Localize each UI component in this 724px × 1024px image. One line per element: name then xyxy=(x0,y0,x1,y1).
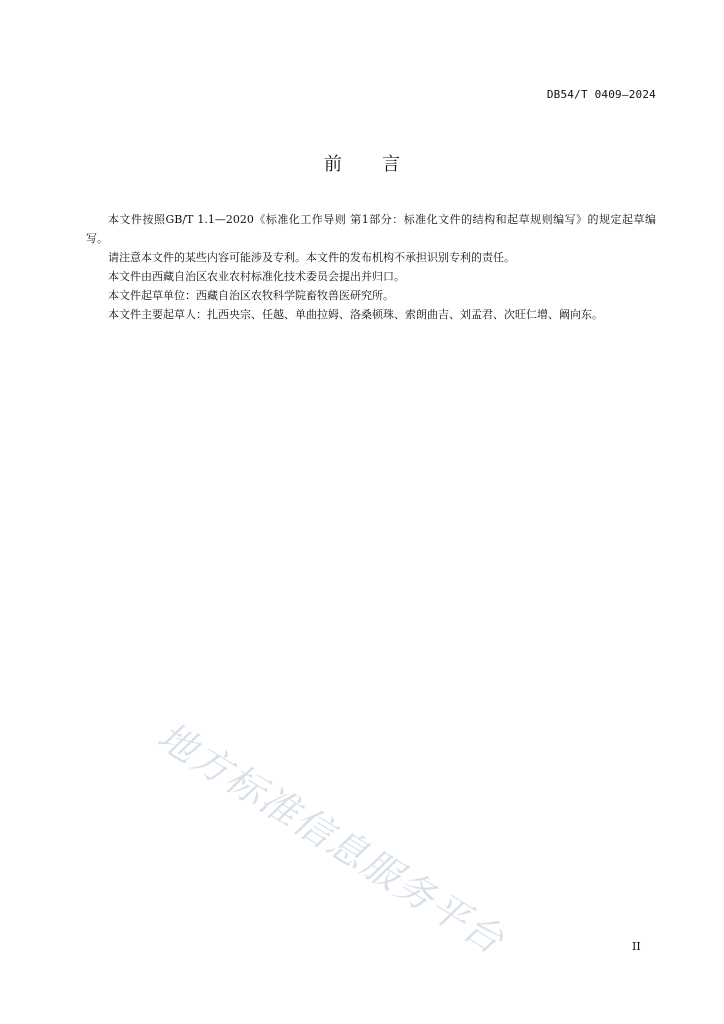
document-code: DB54/T 0409—2024 xyxy=(546,88,656,101)
paragraph-drafting-unit: 本文件起草单位：西藏自治区农牧科学院畜牧兽医研究所。 xyxy=(108,289,394,302)
watermark: 地方标准信息服务平台 xyxy=(149,713,513,963)
paragraph-proposer: 本文件由西藏自治区农业农村标准化技术委员会提出并归口。 xyxy=(108,270,405,283)
paragraph-patent-notice: 请注意本文件的某些内容可能涉及专利。本文件的发布机构不承担识别专利的责任。 xyxy=(108,251,515,264)
paragraph-drafters: 本文件主要起草人：扎西央宗、任越、单曲拉姆、洛桑顿珠、索朗曲吉、刘孟君、次旺仁增、阚向东。 xyxy=(108,308,603,321)
document-body xyxy=(86,210,656,324)
page-number: II xyxy=(632,940,641,953)
page-title: 前言 xyxy=(324,154,440,175)
paragraph-standard-basis: 本文件按照GB/T 1.1—2020《标准化工作导则 第1部分：标准化文件的结构和起草规则编写》的规定起草编写。 xyxy=(86,213,656,245)
